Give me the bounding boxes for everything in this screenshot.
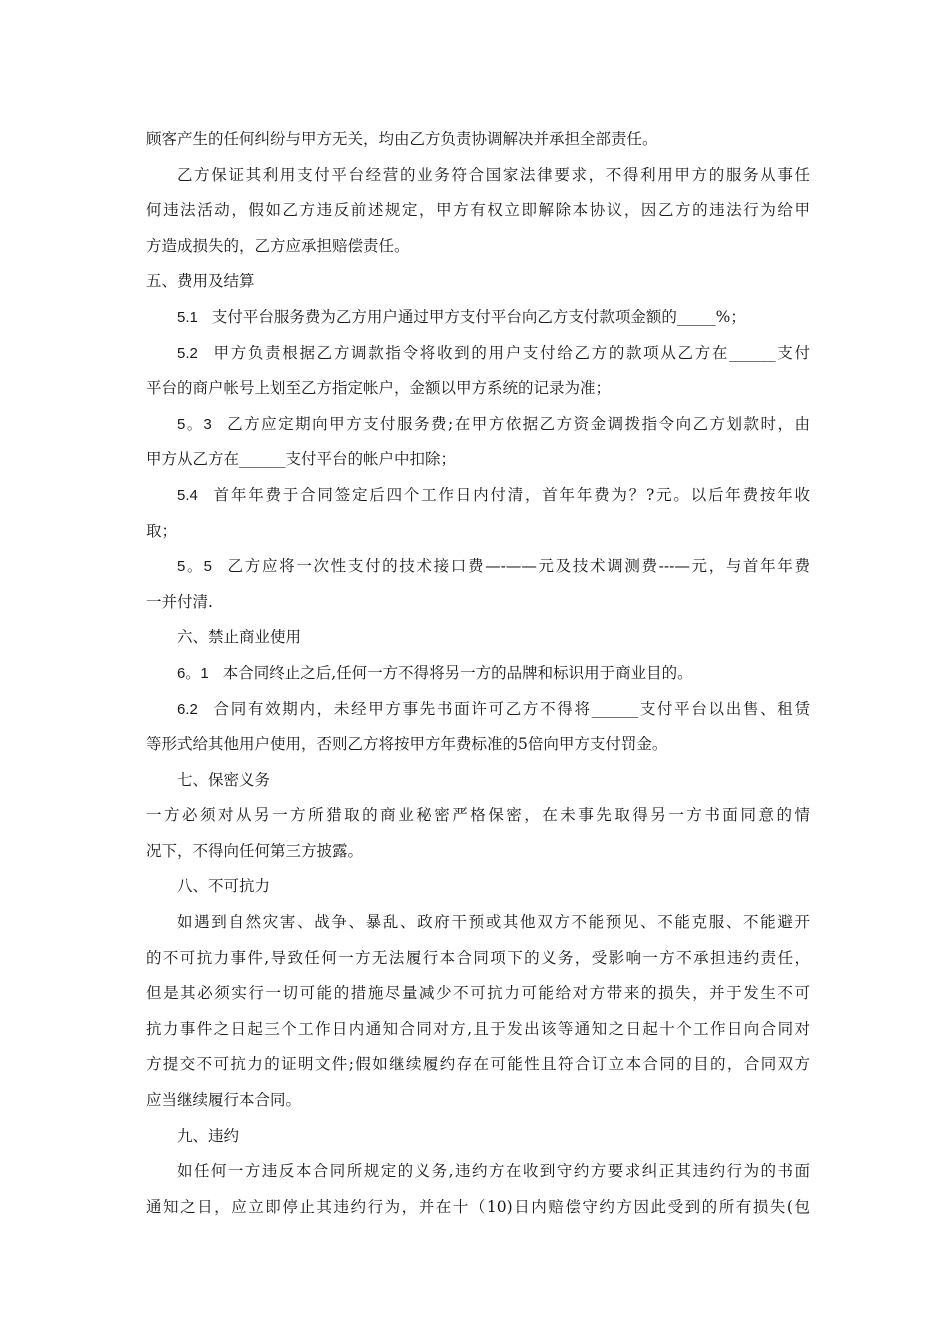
text-line (146, 478, 810, 514)
line-text: 五、费用及结算 (146, 272, 255, 291)
line-text: 应当继续履行本合同。 (146, 1091, 302, 1110)
text-line (146, 300, 810, 336)
line-text: 合同有效期内，未经甲方事先书面许可乙方不得将______支付平台以出售、租赁 (211, 699, 810, 718)
line-text: 乙方应将一次性支付的技术接口费—-——元及技术调测费---—元，与首年年费 (226, 557, 810, 576)
line-text: 通知之日，应立即停止其违约行为，并在十（10)日内赔偿守约方因此受到的所有损失(包 (146, 1197, 810, 1216)
line-text: 一方必须对从另一方所猎取的商业秘密严格保密，在未事先取得另一方书面同意的情 (146, 806, 810, 825)
line-text: 支付平台服务费为乙方用户通过甲方支付平台向乙方支付款项金额的_____%； (211, 307, 746, 326)
text-line (146, 1047, 810, 1083)
text-line (146, 1190, 810, 1226)
line-text: 乙方应定期向甲方支付服务费;在甲方依据乙方资金调拨指令向乙方划款时，由 (225, 414, 810, 433)
line-text: 如任何一方违反本合同所规定的义务,违约方在收到守约方要求纠正其违约行为的书面 (177, 1162, 810, 1181)
line-text: 顾客产生的任何纠纷与甲方无关，均由乙方负责协调解决并承担全部责任。 (146, 130, 658, 148)
text-line (146, 798, 810, 834)
line-text: 如遇到自然灾害、战争、暴乱、政府干预或其他双方不能预见、不能克服、不能避开 (177, 913, 810, 932)
line-text: 平台的商户帐号上划至乙方指定帐户，金额以甲方系统的记录为准； (146, 379, 612, 398)
text-line (146, 442, 810, 478)
line-text: 抗力事件之日起三个工作日内通知合同对方,且于发出该等通知之日起十个工作日向合同对 (146, 1019, 810, 1038)
line-text: 方提交不可抗力的证明文件;假如继续履约存在可能性且符合订立本合同的目的，合同双方 (146, 1055, 810, 1074)
line-text: 首年年费于合同签定后四个工作日内付清，首年年费为？?元。以后年费按年收 (211, 485, 810, 504)
text-line (146, 1083, 810, 1119)
text-line (146, 371, 810, 407)
text-line (146, 727, 810, 763)
line-text: 本合同终止之后,任何一方不得将另一方的品牌和标识用于商业目的。 (222, 663, 693, 682)
clause-number: 6.2 (177, 700, 198, 718)
text-line (146, 549, 810, 585)
text-line (146, 1154, 810, 1190)
line-text: 乙方保证其利用支付平台经营的业务符合国家法律要求，不得利用甲方的服务从事任 (177, 165, 810, 184)
text-line (146, 620, 810, 656)
clause-number: 5。5 (177, 558, 213, 576)
line-text: 等形式给其他用户使用，否则乙方将按甲方年费标准的5倍向甲方支付罚金。 (146, 735, 668, 754)
text-line (146, 1119, 810, 1155)
text-line (146, 869, 810, 905)
line-text: 方造成损失的，乙方应承担赔偿责任。 (146, 236, 410, 255)
text-line (146, 692, 810, 728)
clause-number: 6。1 (177, 664, 209, 682)
text-line (146, 122, 810, 158)
clause-number: 5。3 (177, 415, 212, 433)
document-body (146, 122, 810, 1225)
clause-number: 5.1 (177, 308, 198, 326)
text-line (146, 763, 810, 799)
line-text: 六、禁止商业使用 (177, 628, 302, 647)
text-line (146, 158, 810, 194)
text-line (146, 905, 810, 941)
clause-number: 5.4 (177, 486, 198, 504)
text-line (146, 585, 810, 621)
text-line (146, 336, 810, 372)
text-line (146, 514, 810, 550)
line-text: 何违法活动，假如乙方违反前述规定，甲方有权立即解除本协议，因乙方的违法行为给甲 (146, 201, 810, 220)
line-text: 八、不可抗力 (177, 877, 271, 896)
line-text: 甲方负责根据乙方调款指令将收到的用户支付给乙方的款项从乙方在______支付 (211, 343, 810, 362)
line-text: 但是其必须实行一切可能的措施尽量减少不可抗力可能给对方带来的损失，并于发生不可 (146, 984, 810, 1003)
line-text: 甲方从乙方在______支付平台的帐户中扣除； (146, 450, 457, 469)
text-line (146, 834, 810, 870)
line-text: 九、违约 (177, 1126, 240, 1145)
text-line (146, 976, 810, 1012)
line-text: 七、保密义务 (177, 770, 271, 789)
text-line (146, 407, 810, 443)
line-text: 况下，不得向任何第三方披露。 (146, 841, 364, 860)
line-text: 取； (146, 521, 178, 540)
line-text: 的不可抗力事件,导致任何一方无法履行本合同项下的义务，受影响一方不承担违约责任， (146, 948, 810, 967)
text-line (146, 1012, 810, 1048)
text-line (146, 193, 810, 229)
text-line (146, 941, 810, 977)
text-line (146, 656, 810, 692)
line-text: 一并付清. (146, 592, 213, 611)
clause-number: 5.2 (177, 344, 198, 362)
text-line (146, 229, 810, 265)
text-line (146, 264, 810, 300)
